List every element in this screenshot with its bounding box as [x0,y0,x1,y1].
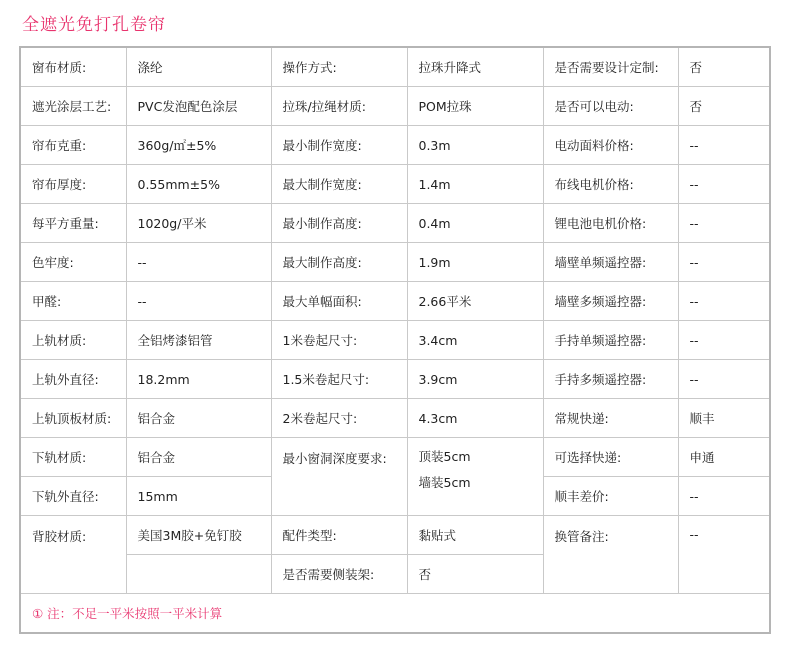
spec-value: 1.9m [407,243,543,282]
spec-value: 0.4m [407,204,543,243]
table-row [20,360,770,399]
spec-value: 涤纶 [126,47,271,87]
spec-label: 换管备注: [543,516,678,594]
spec-label: 1米卷起尺寸: [271,321,407,360]
spec-label: 配件类型: [271,516,407,555]
spec-value: -- [678,282,770,321]
spec-table-body [20,47,770,438]
spec-value: 0.55mm±5% [126,165,271,204]
spec-value: -- [678,321,770,360]
spec-value: 美国3M胶+免钉胶 [126,516,271,555]
spec-table [19,46,771,634]
spec-label: 锂电池电机价格: [543,204,678,243]
spec-label: 手持多频遥控器: [543,360,678,399]
spec-label: 遮光涂层工艺: [20,87,126,126]
spec-value: -- [678,360,770,399]
spec-label: 每平方重量: [20,204,126,243]
spec-value: 18.2mm [126,360,271,399]
table-row [20,87,770,126]
spec-table-tail [20,438,770,634]
spec-label: 上轨外直径: [20,360,126,399]
spec-label: 色牢度: [20,243,126,282]
spec-label: 帘布克重: [20,126,126,165]
spec-label: 最大制作高度: [271,243,407,282]
spec-label: 上轨顶板材质: [20,399,126,438]
spec-value: 3.4cm [407,321,543,360]
spec-value: -- [678,204,770,243]
spec-value: 否 [678,47,770,87]
spec-value: 否 [407,555,543,594]
note-row [20,594,770,634]
spec-label: 拉珠/拉绳材质: [271,87,407,126]
spec-label: 最大制作宽度: [271,165,407,204]
table-row [20,438,770,477]
spec-value: 申通 [678,438,770,477]
spec-label: 背胶材质: [20,516,126,594]
spec-value: POM拉珠 [407,87,543,126]
spec-label: 顺丰差价: [543,477,678,516]
spec-empty-cell [126,555,271,594]
spec-value-group [407,438,543,516]
spec-value: -- [126,282,271,321]
table-row [20,47,770,87]
spec-label: 最小制作宽度: [271,126,407,165]
spec-value: PVC发泡配色涂层 [126,87,271,126]
spec-value: 全铝烤漆铝管 [126,321,271,360]
spec-label: 墙壁单频遥控器: [543,243,678,282]
spec-label: 帘布厚度: [20,165,126,204]
spec-value: 15mm [126,477,271,516]
spec-label: 下轨外直径: [20,477,126,516]
spec-label: 2米卷起尺寸: [271,399,407,438]
table-row [20,243,770,282]
spec-value: 顶装5cm [418,449,471,464]
spec-value: 铝合金 [126,438,271,477]
table-row [20,516,770,555]
spec-value: -- [678,126,770,165]
spec-value: -- [678,165,770,204]
spec-value: 否 [678,87,770,126]
spec-value: 3.9cm [407,360,543,399]
note-text: ① 注：不足一平米按照一平米计算 [20,594,770,634]
table-row [20,282,770,321]
table-row [20,399,770,438]
spec-value: 拉珠升降式 [407,47,543,87]
spec-value: 墙装5cm [418,475,471,490]
spec-label: 甲醛: [20,282,126,321]
spec-value: -- [126,243,271,282]
spec-label: 最小制作高度: [271,204,407,243]
spec-label: 手持单频遥控器: [543,321,678,360]
spec-value: 铝合金 [126,399,271,438]
spec-value: 360g/㎡±5% [126,126,271,165]
spec-label: 电动面料价格: [543,126,678,165]
table-row [20,204,770,243]
spec-label: 上轨材质: [20,321,126,360]
spec-value: -- [678,477,770,516]
table-row [20,321,770,360]
spec-label: 操作方式: [271,47,407,87]
spec-label: 是否需要侧装架: [271,555,407,594]
spec-label: 常规快递: [543,399,678,438]
spec-label: 可选择快递: [543,438,678,477]
spec-label: 窗布材质: [20,47,126,87]
spec-value: 4.3cm [407,399,543,438]
spec-value: 黏贴式 [407,516,543,555]
spec-label: 是否需要设计定制: [543,47,678,87]
spec-label: 最大单幅面积: [271,282,407,321]
spec-value: 0.3m [407,126,543,165]
spec-value: 2.66平米 [407,282,543,321]
table-row [20,126,770,165]
spec-value: -- [678,516,770,594]
spec-value: -- [678,243,770,282]
spec-label: 下轨材质: [20,438,126,477]
spec-label: 是否可以电动: [543,87,678,126]
spec-label: 布线电机价格: [543,165,678,204]
page-title: 全遮光免打孔卷帘 [22,15,166,35]
spec-value: 1020g/平米 [126,204,271,243]
spec-value: 1.4m [407,165,543,204]
spec-label: 1.5米卷起尺寸: [271,360,407,399]
table-row [20,165,770,204]
spec-label: 墙壁多频遥控器: [543,282,678,321]
spec-label: 最小窗洞深度要求: [271,438,407,516]
spec-value: 顺丰 [678,399,770,438]
